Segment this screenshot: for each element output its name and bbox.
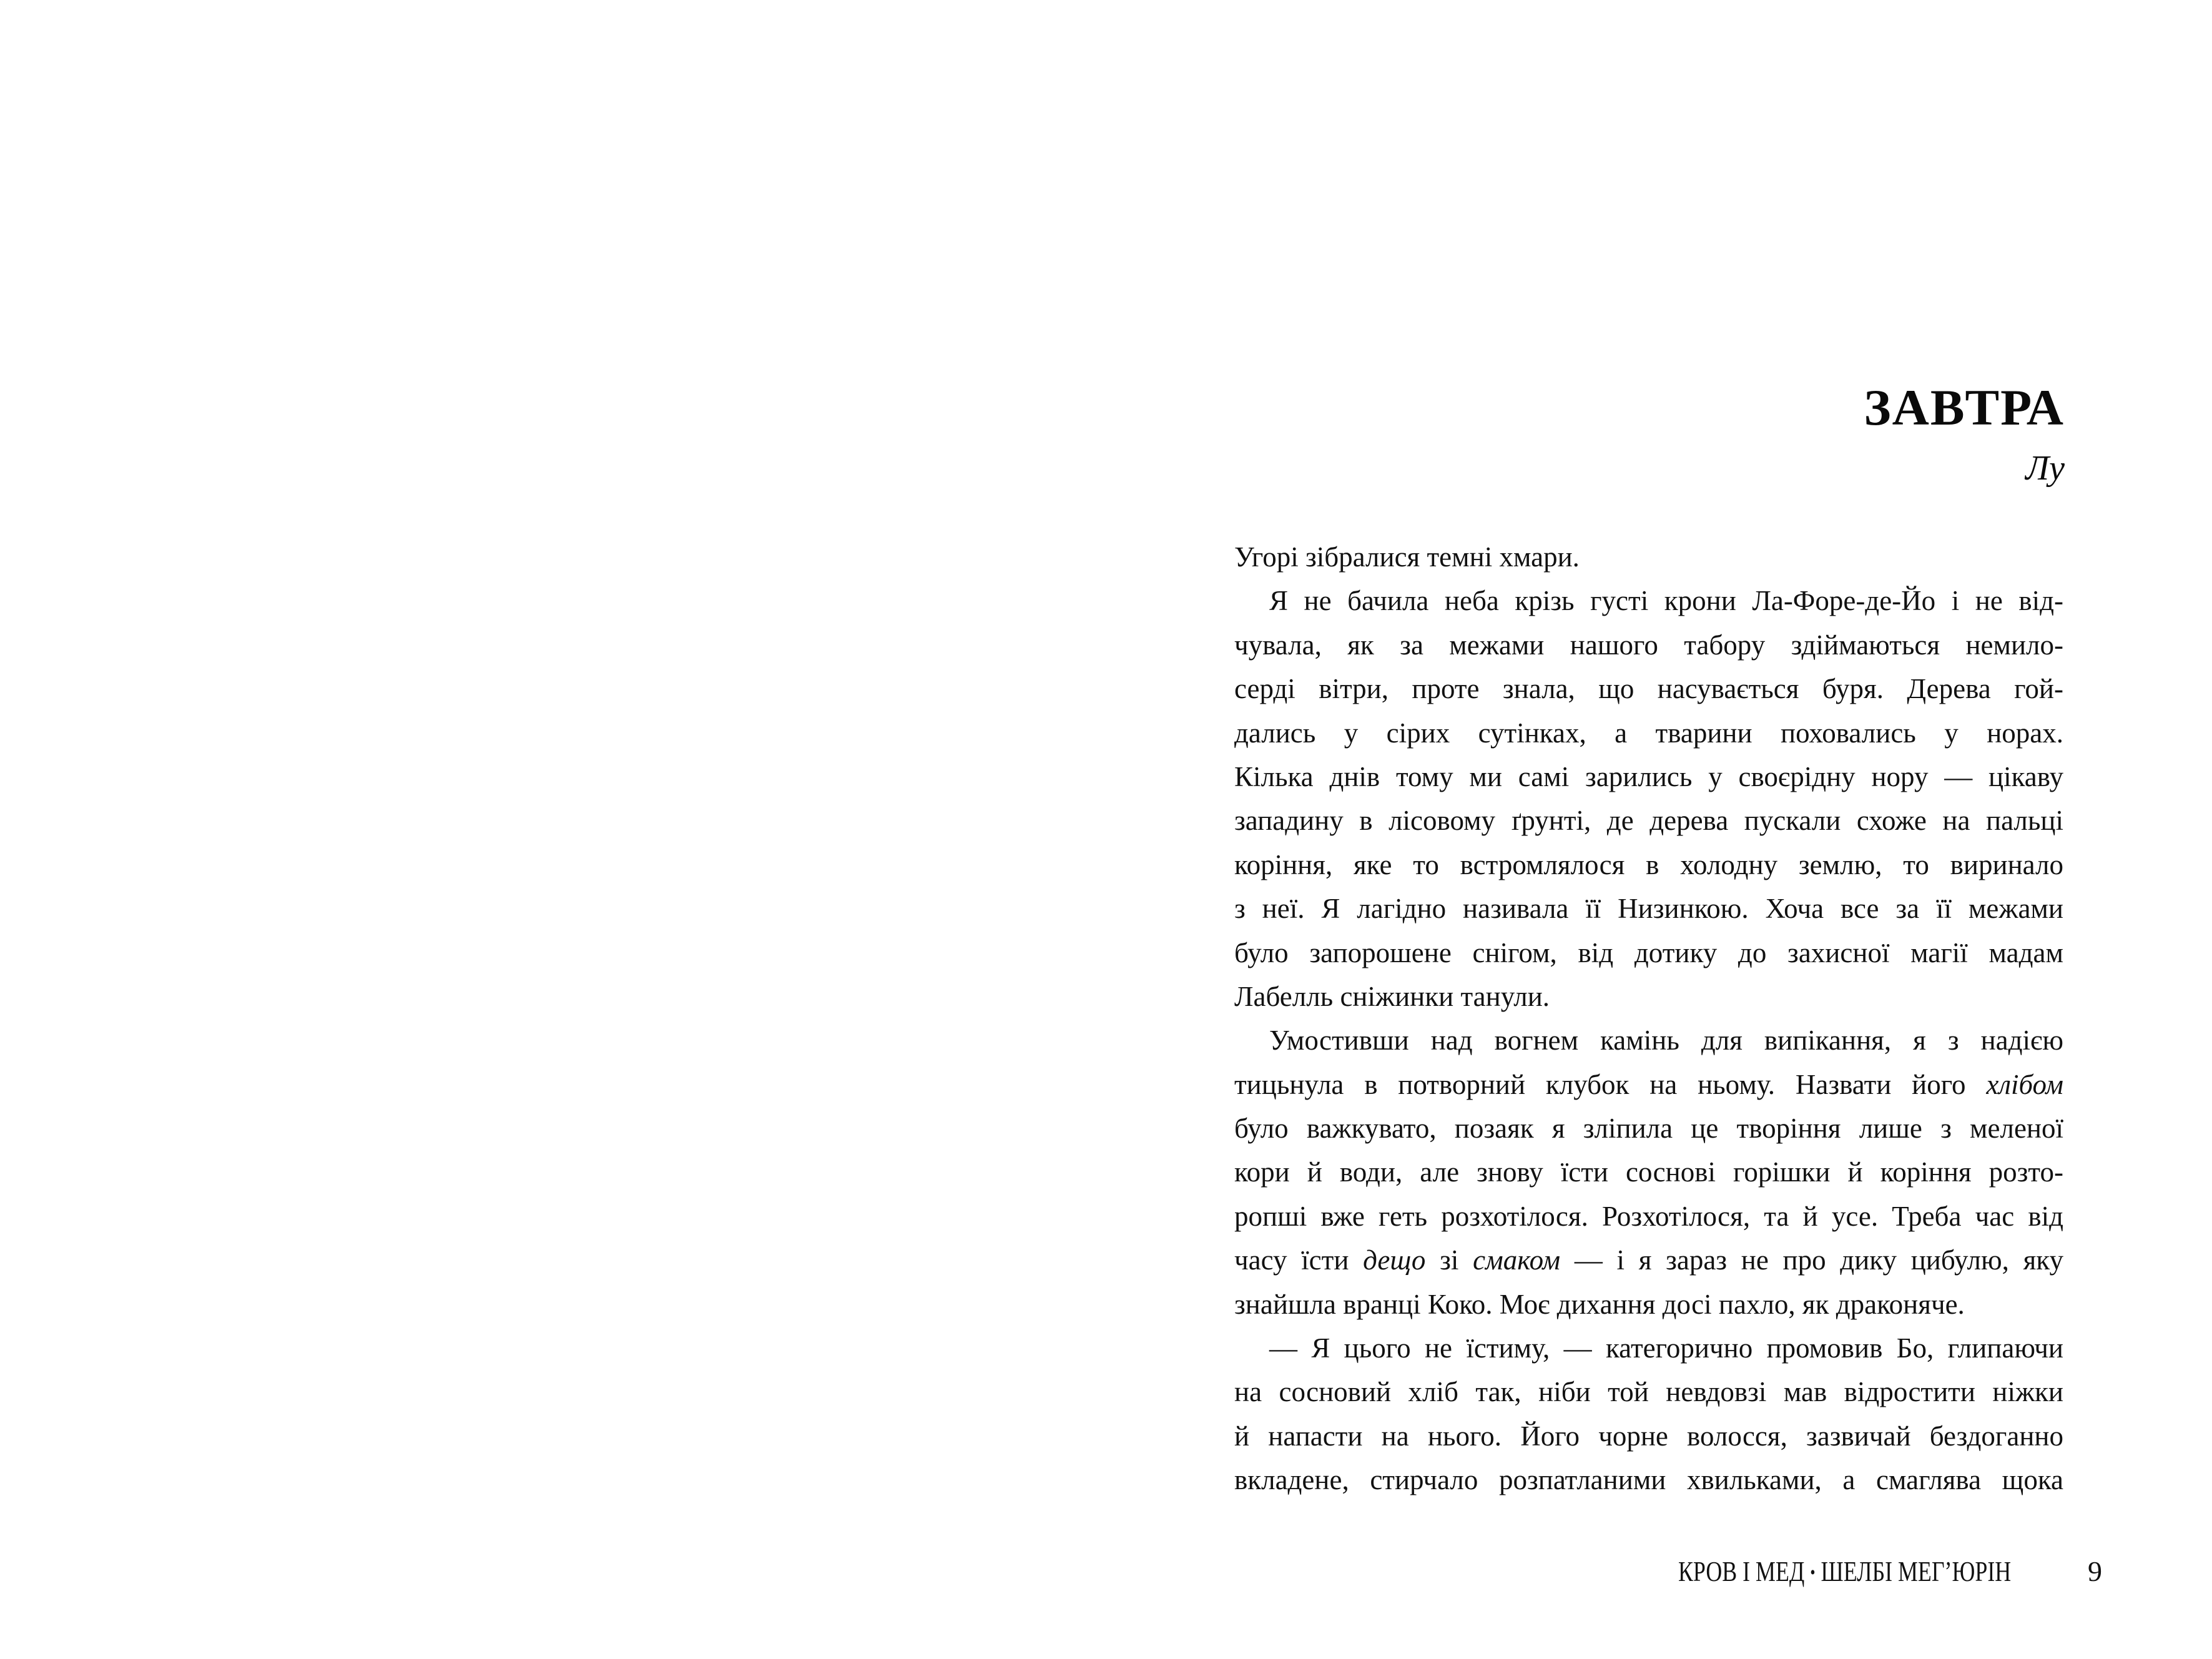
text-line: чувала, як за межами нашого табору здіймаються немило- [1234, 629, 2063, 661]
text-line: — Я цього не їстиму, — категорично промовив Бо, глипаючи [1269, 1332, 2063, 1364]
running-title [1678, 1555, 2012, 1587]
book-title: КРОВ І МЕД [1678, 1555, 1805, 1587]
body-text [1234, 535, 2063, 1502]
text-line [1234, 1238, 2063, 1282]
text-span: зі [1425, 1244, 1473, 1276]
text-line: западину в лісовому ґрунті, де дерева пускали схоже на пальці [1234, 805, 2063, 837]
text-line: Лабелль сніжинки танули. [1234, 980, 1550, 1012]
text-line: було запорошене снігом, від дотику до захисної магії мадам [1234, 937, 2063, 968]
text-line: коріння, яке то встромлялося в холодну землю, то виринало [1234, 849, 2063, 880]
text-line: й напасти на нього. Його чорне волосся, зазвичай бездоганно [1234, 1420, 2063, 1452]
text-line: Умостивши над вогнем камінь для випікання, я з надією [1269, 1025, 2063, 1056]
emphasis-text: смаком [1473, 1244, 1561, 1276]
bullet-separator-icon: • [1810, 1562, 1816, 1583]
emphasis-text: хлібом [1986, 1068, 2063, 1100]
text-span: часу їсти [1234, 1244, 1364, 1276]
text-span: — і я зараз не про дику цибулю, яку [1560, 1244, 2063, 1276]
text-line: Я не бачила неба крізь густі крони Ла-Форе-де-Йо і не від- [1269, 585, 2063, 617]
chapter-narrator: Лу [2025, 449, 2065, 488]
text-line: серді вітри, проте знала, що насувається буря. Дерева гой- [1234, 673, 2063, 705]
author-name: ШЕЛБІ МЕГ’ЮРІН [1821, 1555, 2012, 1587]
text-line: з неї. Я лагідно називала її Низинкою. Хоча все за її межами [1234, 893, 2063, 925]
running-footer [1678, 1557, 2028, 1587]
text-line: ропші вже геть розхотілося. Розхотілося, та й усе. Треба час від [1234, 1200, 2063, 1232]
text-line: Кілька днів тому ми самі зарились у своєрідну нору — цікаву [1234, 761, 2063, 792]
text-span: тицьнула в потворний клубок на ньому. Назвати його [1234, 1068, 1987, 1100]
text-line: кори й води, але знову їсти соснові горішки й коріння розто- [1234, 1156, 2063, 1188]
chapter-title: ЗАВТРА [1864, 379, 2065, 436]
text-line: на сосновий хліб так, ніби той невдовзі мав відростити ніжки [1234, 1376, 2063, 1408]
emphasis-text: дещо [1363, 1244, 1426, 1276]
text-line: знайшла вранці Коко. Моє дихання досі пахло, як драконяче. [1234, 1288, 1965, 1320]
text-line [1234, 1063, 2063, 1106]
text-line: було важкувато, позаяк я зліпила це творіння лише з меленої [1234, 1113, 2063, 1145]
page-number: 9 [2088, 1555, 2102, 1587]
text-line: дались у сірих сутінках, а тварини поховались у норах. [1234, 717, 2063, 749]
text-line: вкладене, стирчало розпатланими хвильками, а смаглява щока [1234, 1464, 2063, 1496]
text-line: Угорі зібралися темні хмари. [1234, 541, 1580, 573]
